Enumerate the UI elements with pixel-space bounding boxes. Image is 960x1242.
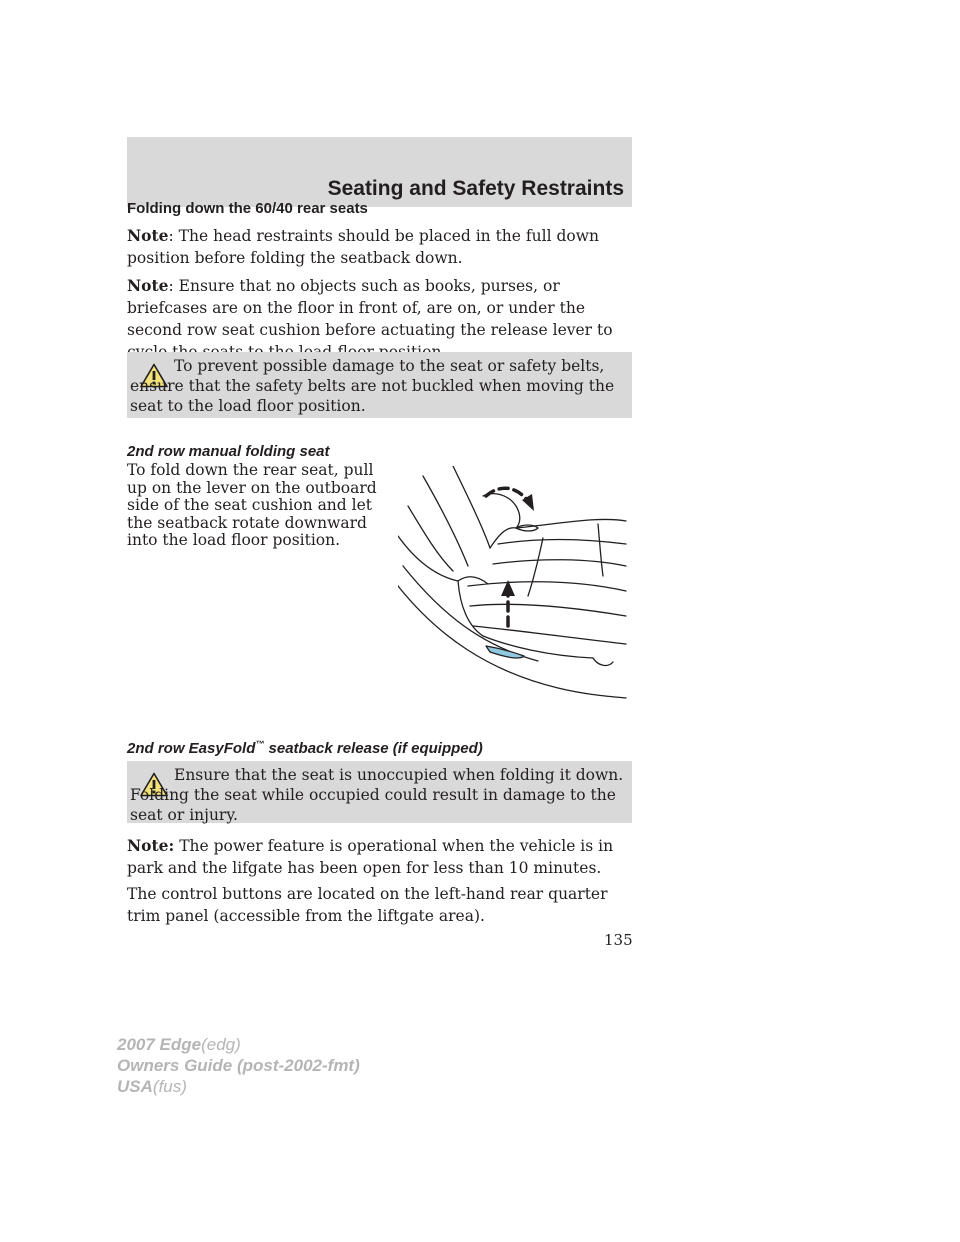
rear-seat-illustration [398, 466, 628, 702]
note-power-feature [127, 835, 632, 879]
section-heading-manual-folding: 2nd row manual folding seat [127, 443, 330, 460]
page-number: 135 [604, 931, 633, 949]
note-label: Note [127, 276, 169, 295]
note-label: Note [127, 226, 169, 245]
section-heading-folding: Folding down the 60/40 rear seats [127, 200, 368, 217]
easyfold-heading-end: seatback release (if equipped) [264, 740, 483, 757]
warning-text: To prevent possible damage to the seat or safety belts, ensure that the safety belts are not buckled when moving the seat to the load floor position. [130, 357, 615, 415]
footer-model: 2007 Edge [117, 1035, 202, 1054]
footer-model-code: (edg) [201, 1035, 241, 1054]
footer-imprint [117, 1034, 360, 1097]
manual-folding-body: To fold down the rear seat, pull up on the lever on the outboard side of the seat cushion and let the seatback rotate downward into the load floor position. [127, 461, 377, 549]
page-title: Seating and Safety Restraints [327, 177, 624, 200]
note-text: : The head restraints should be placed in the full down position before folding the seatback down. [127, 227, 599, 267]
warning-text: Ensure that the seat is unoccupied when folding it down. Folding the seat while occupied could result in damage to the seat or injury. [130, 766, 624, 824]
header-band [127, 137, 632, 207]
trademark-symbol: ™ [255, 739, 265, 749]
footer-market-code: (fus) [152, 1077, 187, 1096]
footer-guide: Owners Guide (post-2002-fmt) [117, 1056, 360, 1075]
note-objects [127, 275, 632, 363]
warning-box-safety-belts [127, 352, 632, 418]
note-head-restraints [127, 225, 632, 269]
easyfold-heading-start: 2nd row EasyFold [127, 740, 256, 757]
warning-box-unoccupied [127, 761, 632, 823]
control-buttons-body: The control buttons are located on the left-hand rear quarter trim panel (accessible from the liftgate area). [127, 885, 608, 925]
note-text: The power feature is operational when the vehicle is in park and the lifgate has been open for less than 10 minutes. [127, 837, 614, 877]
footer-market: USA [117, 1077, 153, 1096]
section-heading-easyfold [127, 733, 632, 760]
note-label: Note: [127, 836, 175, 855]
note-text: : Ensure that no objects such as books, purses, or briefcases are on the floor in front of, are on, or under the second row seat cushion before actuating the release lever to [127, 277, 613, 339]
